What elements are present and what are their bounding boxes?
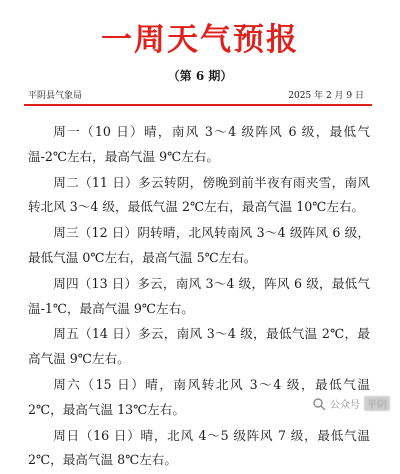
forecast-body xyxy=(28,120,370,474)
forecast-day-fri: 周五（14 日）多云，南风 3～4 级，最低气温 2℃，最高气温 9℃左右。 xyxy=(28,326,370,367)
watermark-account: 平阴 xyxy=(364,396,390,411)
forecast-day-sat: 周六（15 日）晴，南风转北风 3～4 级，最低气温 2℃，最高气温 13℃左右。 xyxy=(28,376,370,417)
forecast-day-mon: 周一（10 日）晴，南风 3～4 级阵风 6 级，最低气温-2℃左右，最高气温 9℃左右。 xyxy=(28,124,370,164)
forecast-day-sun: 周日（16 日）晴，北风 4～5 级阵风 7 级，最低气温 2℃，最高气温 8℃左右。 xyxy=(28,427,370,468)
forecast-day-tue: 周二（11 日）多云转阴，傍晚到前半夜有雨夹雪，南风转北风 3～4 级，最低气温 2℃左右，最高气温 10℃左右。 xyxy=(28,174,370,215)
forecast-day-thu: 周四（13 日）多云，南风 3～4 级，阵风 6 级，最低气温-1℃，最高气温 9℃左右。 xyxy=(28,275,370,316)
bulletin-title: 一周天气预报 xyxy=(101,22,299,58)
watermark-prefix: 公众号 xyxy=(330,400,360,411)
issue-number: （第 6 期） xyxy=(167,69,233,83)
header-divider xyxy=(24,104,372,106)
forecast-day-wed: 周三（12 日）阴转晴，北风转南风 3～4 级阵风 6 级，最低气温 0℃左右，最高气温 5℃左右。 xyxy=(28,225,370,265)
wechat-watermark xyxy=(308,394,394,413)
issue-date: 2025 年 2 月 9 日 xyxy=(288,91,364,101)
agency-name: 平阴县气象局 xyxy=(28,91,83,101)
wechat-search-icon xyxy=(312,397,326,411)
bulletin-meta xyxy=(28,90,364,102)
